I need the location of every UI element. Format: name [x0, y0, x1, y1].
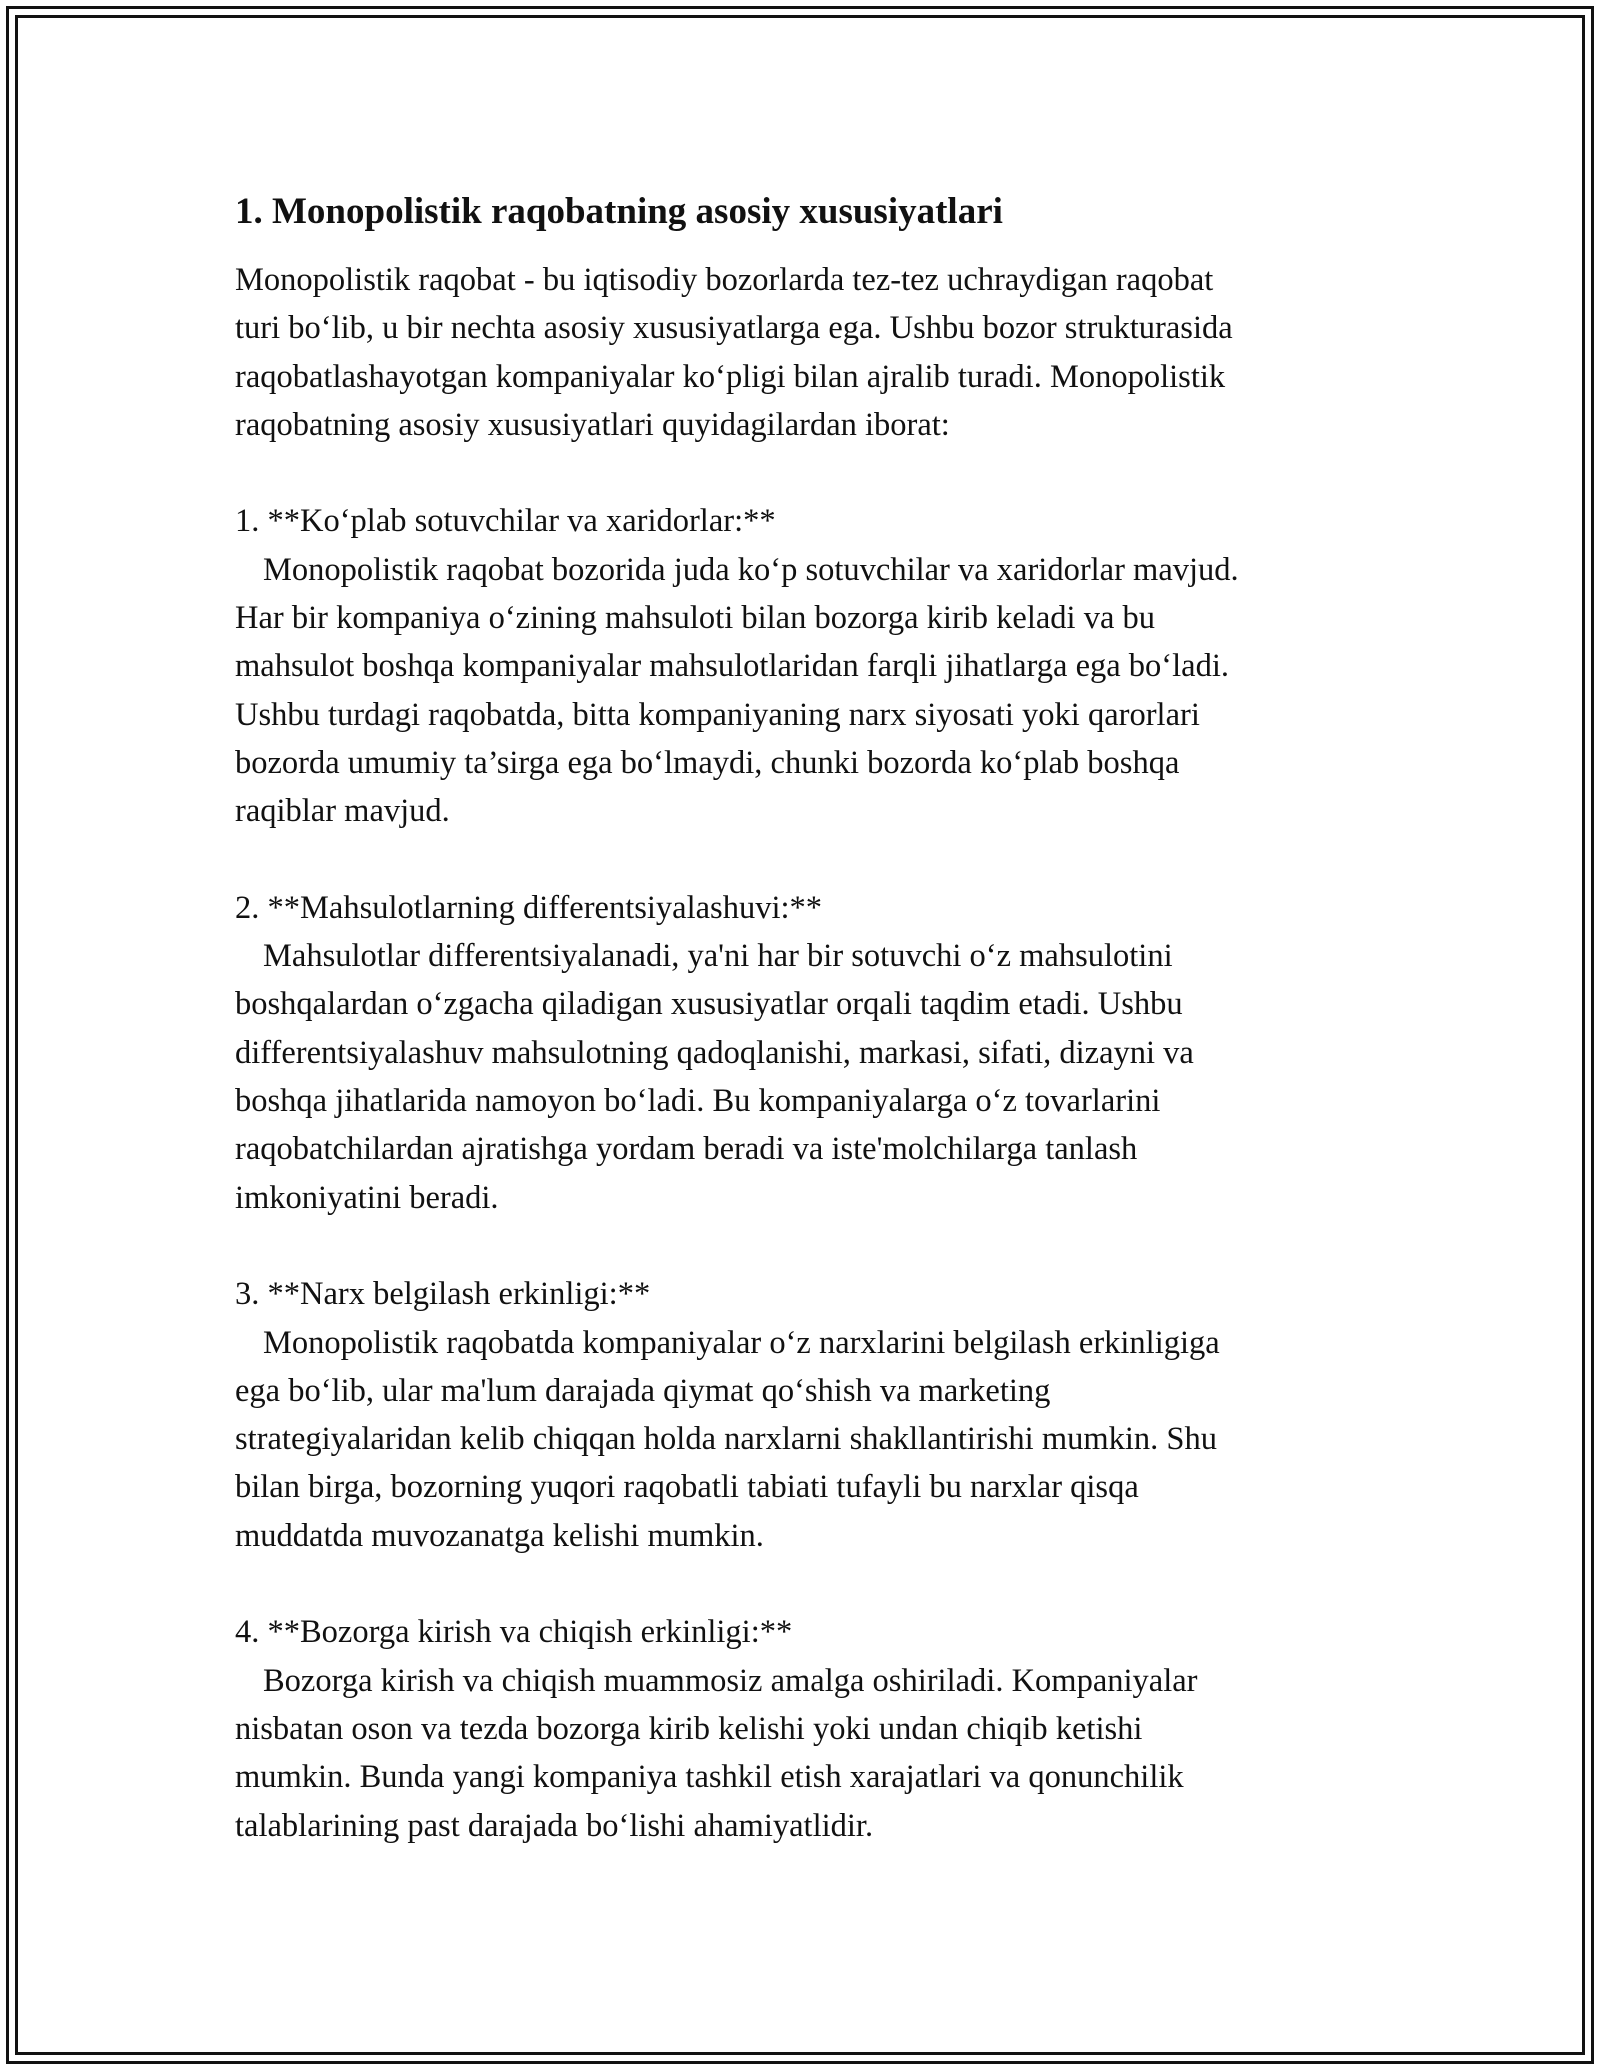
section-body-text: Mahsulotlar differentsiyalanadi, ya'ni har bir sotuvchi o‘z mahsulotini boshqalardan o‘zgacha qiladigan xususiyatlar orqali taqdim etadi. Ushbu differentsiyalashuv mahsulotning qadoqlanishi, markasi, sifati, dizayni va boshqa jihatlarida namoyon bo‘ladi. Bu kompaniyalarga o‘z tovarlarini raqobatchilardan ajratishga yordam beradi va iste'molchilarga tanlash imkoniyatini beradi. — [235, 938, 1194, 1216]
section-1 — [235, 497, 1385, 835]
document-content — [235, 186, 1385, 1850]
section-body-text: Bozorga kirish va chiqish muammosiz amalga oshiriladi. Kompaniyalar nisbatan oson va tezda bozorga kirib kelishi yoki undan chiqib ketishi mumkin. Bunda yangi kompaniya tashkil etish xarajatlari va qonunchilik talablarining past darajada bo‘lishi ahamiyatlidir. — [235, 1662, 1198, 1844]
section-2 — [235, 884, 1385, 1222]
section-body-text: Monopolistik raqobatda kompaniyalar o‘z narxlarini belgilash erkinligiga ega bo‘lib, ular ma'lum darajada qiymat qo‘shish va marketing strategiyalaridan kelib chiqqan holda narxlarni shakllantirishi mumkin. Shu bilan birga, bozorning yuqori raqobatli tabiati tufayli bu narxlar qisqa muddatda muvozanatga kelishi mumkin. — [235, 1324, 1220, 1554]
section-heading: 4. **Bozorga kirish va chiqish erkinligi:** — [235, 1614, 793, 1651]
section-body — [235, 546, 1385, 836]
section-body — [235, 1319, 1385, 1560]
document-title: 1. Monopolistik raqobatning asosiy xususiyatlari — [235, 191, 1003, 232]
section-body — [235, 1657, 1385, 1850]
section-body-text: Monopolistik raqobat bozorida juda ko‘p sotuvchilar va xaridorlar mavjud. Har bir kompaniya o‘zining mahsuloti bilan bozorga kirib keladi va bu mahsulot boshqa kompaniyalar mahsulotlaridan farqli jihatlarga ega bo‘ladi. Ushbu turdagi raqobatda, bitta kompaniyaning narx siyosati yoki qarorlari bozorda umumiy ta’sirga ega bo‘lmaydi, chunki bozorda ko‘plab boshqa raqiblar mavjud. — [235, 551, 1239, 830]
section-heading: 3. **Narx belgilash erkinligi:** — [235, 1276, 651, 1313]
intro-paragraph: Monopolistik raqobat - bu iqtisodiy bozorlarda tez-tez uchraydigan raqobat turi bo‘lib, u bir nechta asosiy xususiyatlarga ega. Ushbu bozor strukturasida raqobatlashayotgan kompaniyalar ko‘pligi bilan ajralib turadi. Monopolistik raqobatning asosiy xususiyatlari quyidagilardan iborat: — [235, 262, 1233, 443]
section-4 — [235, 1608, 1385, 1849]
section-3 — [235, 1270, 1385, 1560]
section-heading: 2. **Mahsulotlarning differentsiyalashuvi:** — [235, 889, 823, 926]
section-body — [235, 932, 1385, 1222]
section-heading: 1. **Ko‘plab sotuvchilar va xaridorlar:** — [235, 503, 776, 540]
